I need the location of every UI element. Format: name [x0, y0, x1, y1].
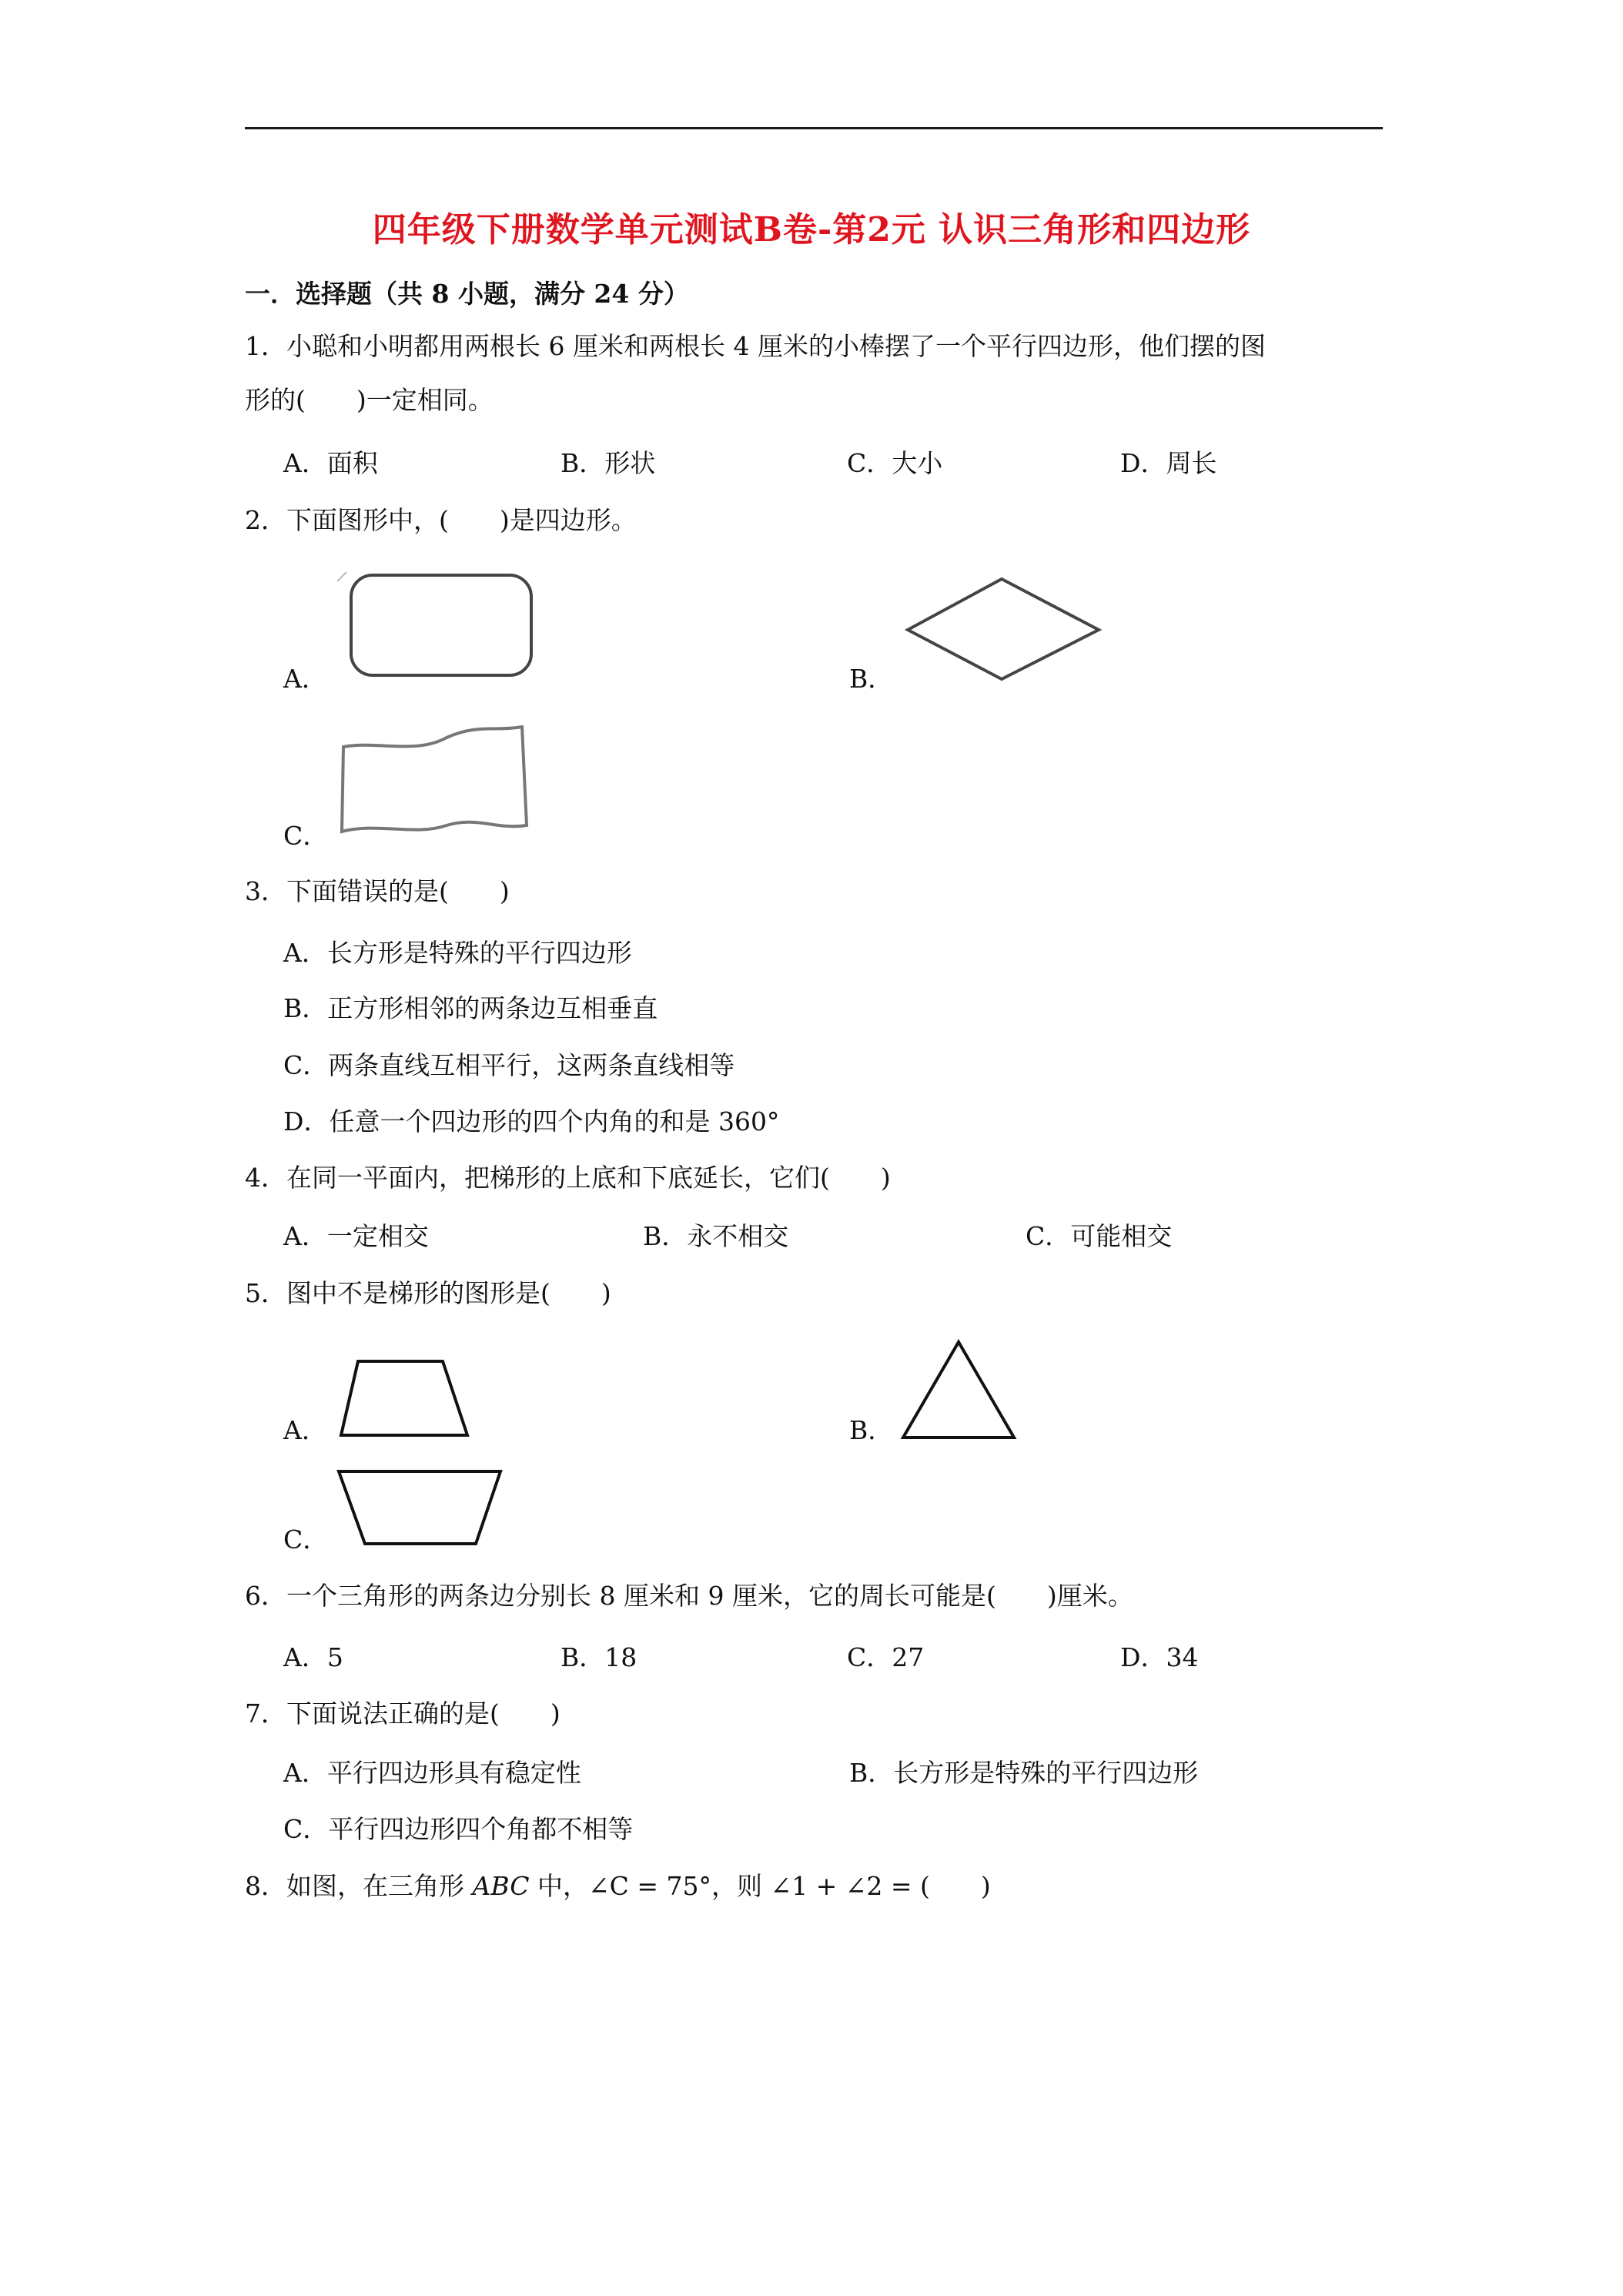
q6-option-a: A．5: [283, 1642, 343, 1672]
q1-text-line2: 形的( )一定相同。: [245, 385, 494, 415]
q2-rhombus-figure: [905, 576, 1105, 684]
q1-text-line1: 1．小聪和小明都用两根长 6 厘米和两根长 4 厘米的小棒摆了一个平行四边形，他们摆的图: [245, 331, 1266, 361]
q1-option-c: C．大小: [847, 448, 943, 478]
q8-triangle-name: ABC: [472, 1871, 530, 1901]
q3-option-c: C．两条直线互相平行，这两条直线相等: [283, 1050, 735, 1080]
q2-text: 2．下面图形中，( )是四边形。: [245, 505, 637, 535]
q4-option-c: C．可能相交: [1026, 1221, 1173, 1251]
q3-option-a: A．长方形是特殊的平行四边形: [283, 938, 632, 968]
q5-text: 5．图中不是梯形的图形是( ): [245, 1278, 611, 1308]
q7-option-c: C．平行四边形四个角都不相等: [283, 1814, 634, 1844]
section-heading: 一．选择题（共 8 小题，满分 24 分）: [245, 279, 689, 309]
page-title: 四年级下册数学单元测试B卷-第2元 认识三角形和四边形: [372, 210, 1251, 249]
q1-option-b: B．形状: [561, 448, 656, 478]
q2-wavy-shape-figure: [331, 724, 531, 839]
q5-trapezoid-figure: [335, 1355, 474, 1440]
q6-option-d: D．34: [1120, 1642, 1199, 1672]
q2-rounded-rectangle-figure: [331, 566, 547, 681]
q5-option-b: B．: [849, 1415, 894, 1445]
q3-option-b: B．正方形相邻的两条边互相垂直: [283, 993, 658, 1023]
q5-option-a: A．: [283, 1415, 327, 1445]
q2-option-a: A．: [283, 664, 327, 694]
q6-option-c: C．27: [847, 1642, 925, 1672]
q2-option-c: C．: [283, 821, 329, 851]
q6-text: 6．一个三角形的两条边分别长 8 厘米和 9 厘米，它的周长可能是( )厘米。: [245, 1581, 1133, 1611]
q2-option-b: B．: [849, 664, 894, 694]
q5-inverted-trapezoid-figure: [333, 1467, 510, 1551]
q4-option-b: B．永不相交: [643, 1221, 789, 1251]
q1-option-a: A．面积: [283, 448, 378, 478]
q8-prefix: 8．如图，在三角形: [245, 1871, 473, 1901]
q5-triangle-figure: [897, 1336, 1020, 1444]
q4-option-a: A．一定相交: [283, 1221, 429, 1251]
q7-option-b: B．长方形是特殊的平行四边形: [849, 1758, 1199, 1788]
q3-option-d: D．任意一个四边形的四个内角的和是 360°: [283, 1106, 780, 1136]
q1-option-d: D．周长: [1120, 448, 1217, 478]
q6-option-b: B．18: [561, 1642, 637, 1672]
q7-text: 7．下面说法正确的是( ): [245, 1699, 561, 1729]
header-rule: [245, 127, 1383, 129]
q7-option-a: A．平行四边形具有稳定性: [283, 1758, 581, 1788]
q3-text: 3．下面错误的是( ): [245, 876, 510, 906]
q4-text: 4．在同一平面内，把梯形的上底和下底延长，它们( ): [245, 1163, 891, 1193]
q8-condition: 中，∠C = 75°，则 ∠1 + ∠2 = ( ): [529, 1871, 991, 1901]
q5-option-c: C．: [283, 1525, 329, 1555]
q8-text: [245, 1871, 991, 1902]
